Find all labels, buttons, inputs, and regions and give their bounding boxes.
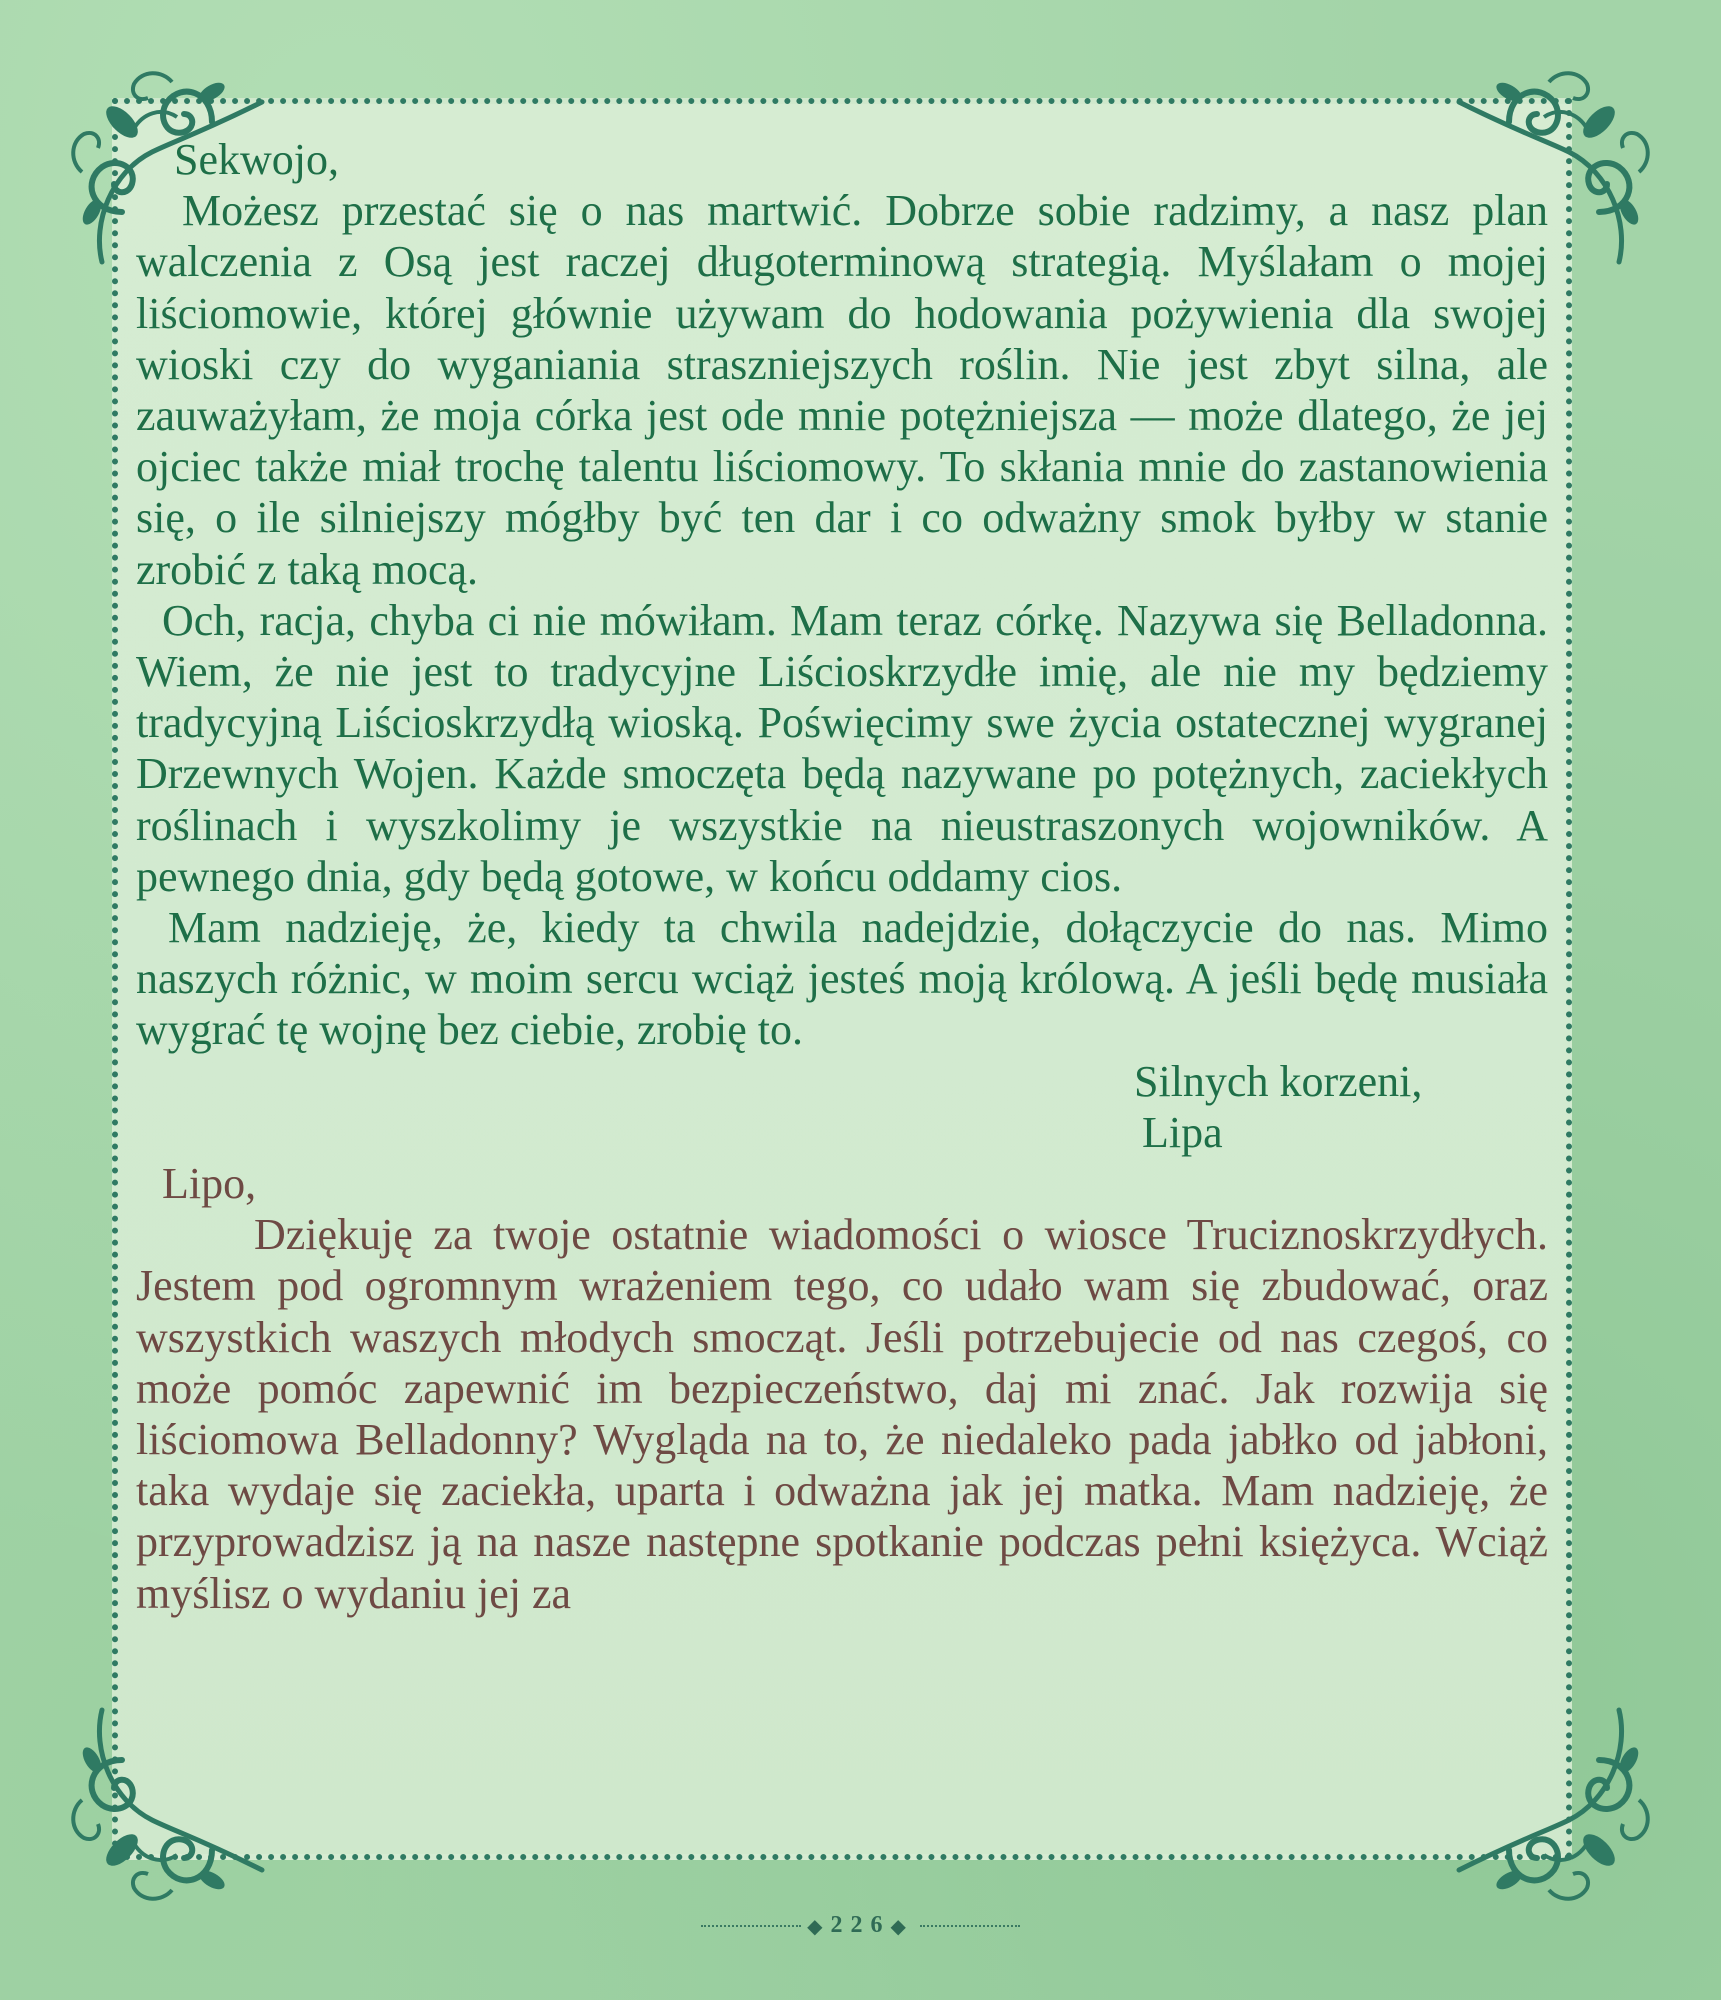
page-number: 226 [830,1912,891,1938]
diamond-right-icon: ◆ [890,1915,914,1938]
letter-paragraph: Och, racja, chyba ci nie mówiłam. Mam teraz córkę. Nazywa się Belladonna. Wiem, że nie jest to tradycyjne Liścioskrzydłe imię, ale nie my będziemy tradycyjną Liścioskrzydłą wioską. Poświęcimy swe życia ostatecznej wygranej Drzewnych Wojen. Każde smoczęta będą nazywane po potężnych, zaciekłych roślinach i wyszkolimy je wszystkie na nieustraszonych wojowników. A pewnego dnia, gdy będą gotowe, w końcu oddamy cios. [136,595,1548,901]
letter-paragraph: Możesz przestać się o nas martwić. Dobrze sobie radzimy, a nasz plan walczenia z Osą jest raczej długoterminową strategią. Myślałam o mojej liściomowie, której głównie używam do hodowania pożywienia dla swojej wioski czy do wyganiania straszniejszych roślin. Nie jest zbyt silna, ale zauważyłam, że moja córka jest ode mnie potężniejsza — może dlatego, że jej ojciec także miał trochę talentu liściomowy. To skłania mnie do zastanowienia się, o ile silniejszy mógłby być ten dar i co odważny smok byłby w stanie zrobić z taką mocą. [136,186,1548,594]
letter-signature: Lipa [1142,1107,1223,1157]
footer-rule [701,1925,801,1927]
letter-closing: Silnych korzeni, [1134,1056,1423,1106]
letters-body [136,134,1548,1619]
letter-salutation: Sekwojo, [174,135,339,184]
letter-from-lipa [136,134,1548,1158]
letter-salutation: Lipo, [162,1159,257,1209]
flourish-corner-icon [1449,1700,1659,1910]
letter-paragraph: Mam nadzieję, że, kiedy ta chwila nadejdzie, dołączycie do nas. Mimo naszych różnic, w moim sercu wciąż jesteś moją królową. A jeśli będę musiała wygrać tę wojnę bez ciebie, zrobię to. [136,903,1548,1055]
letter-paragraph: Dziękuję za twoje ostatnie wiadomości o wiosce Truciznoskrzydłych. Jestem pod ogromnym wrażeniem tego, co udało wam się zbudować, oraz wszystkich waszych młodych smocząt. Jeśli potrzebujecie od nas czegoś, co może pomóc zapewnić im bezpieczeństwo, daj mi znać. Jak rozwija się liściomowa Belladonny? Wygląda na to, że niedaleko pada jabłko od jabłoni, taka wydaje się zaciekła, uparta i odważna jak jej matka. Mam nadzieję, że przyprowadzisz ją na nasze następne spotkanie podczas pełni księżyca. Wciąż myślisz o wydaniu jej za [136,1210,1548,1618]
diamond-left-icon: ◆ [807,1915,831,1938]
flourish-corner-icon [62,1700,272,1910]
page-number-footer [0,1912,1721,1939]
letter-from-sekwoja [136,1158,1548,1619]
footer-rule [920,1925,1020,1927]
